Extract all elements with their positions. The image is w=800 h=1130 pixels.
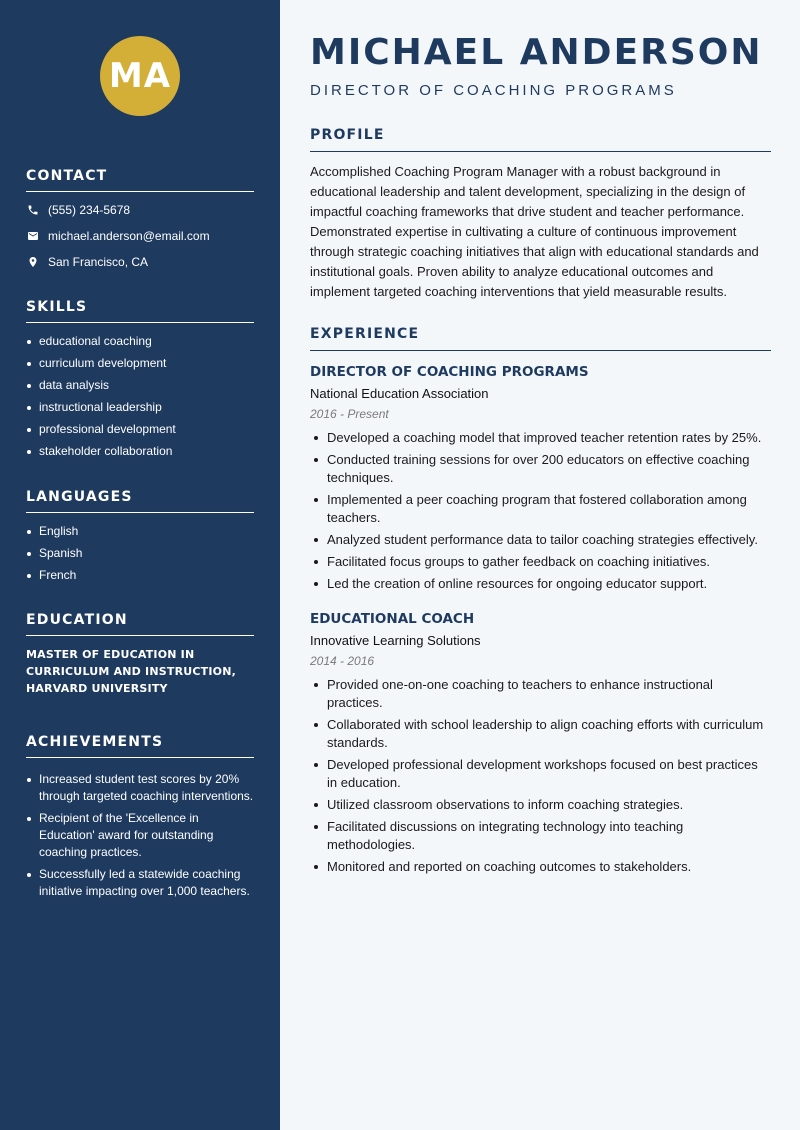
contact-heading: CONTACT: [26, 168, 254, 192]
job-bullets: [310, 429, 771, 593]
skill-item: data analysis: [26, 377, 254, 394]
location-text: San Francisco, CA: [48, 255, 149, 269]
job-bullet: Led the creation of online resources for ongoing educator support.: [310, 575, 771, 593]
experience-section: [310, 326, 771, 876]
candidate-role: DIRECTOR OF COACHING PROGRAMS: [310, 82, 677, 99]
job-bullet: Collaborated with school leadership to align coaching efforts with curriculum standards.: [310, 716, 771, 752]
language-item: Spanish: [26, 545, 254, 562]
job-bullet: Provided one-on-one coaching to teachers to enhance instructional practices.: [310, 676, 771, 712]
job-bullet: Developed a coaching model that improved teacher retention rates by 25%.: [310, 429, 771, 447]
achievement-item: Increased student test scores by 20% through targeted coaching interventions.: [26, 771, 254, 805]
job-bullet: Utilized classroom observations to inform coaching strategies.: [310, 796, 771, 814]
job-company: National Education Association: [310, 386, 489, 401]
profile-section: [310, 127, 771, 302]
job-entry: [310, 364, 771, 593]
skills-heading: SKILLS: [26, 299, 254, 323]
email-text: michael.anderson@email.com: [48, 229, 210, 243]
skill-item: stakeholder collaboration: [26, 443, 254, 460]
skills-section: [26, 299, 254, 460]
job-bullet: Facilitated discussions on integrating technology into teaching methodologies.: [310, 818, 771, 854]
sidebar: [0, 0, 280, 1130]
skill-item: curriculum development: [26, 355, 254, 372]
skills-list: [26, 333, 254, 460]
avatar-initials: MA: [100, 36, 180, 116]
job-dates: 2016 - Present: [310, 407, 389, 421]
contact-phone: [26, 203, 254, 217]
phone-icon: [26, 203, 40, 217]
achievements-section: [26, 734, 254, 900]
contact-section: [26, 168, 254, 269]
main-content: [280, 0, 800, 1130]
job-title: DIRECTOR OF COACHING PROGRAMS: [310, 364, 589, 380]
job-entry: [310, 611, 771, 876]
contact-location: [26, 255, 254, 269]
skill-item: educational coaching: [26, 333, 254, 350]
job-bullet: Monitored and reported on coaching outcomes to stakeholders.: [310, 858, 771, 876]
job-bullet: Analyzed student performance data to tailor coaching strategies effectively.: [310, 531, 771, 549]
language-item: English: [26, 523, 254, 540]
achievements-list: [26, 771, 254, 900]
language-item: French: [26, 567, 254, 584]
languages-list: [26, 523, 254, 584]
experience-heading: EXPERIENCE: [310, 326, 771, 351]
email-icon: [26, 229, 40, 243]
skill-item: instructional leadership: [26, 399, 254, 416]
education-section: [26, 612, 254, 697]
job-company: Innovative Learning Solutions: [310, 633, 481, 648]
job-title: EDUCATIONAL COACH: [310, 611, 475, 627]
education-degree: MASTER OF EDUCATION IN CURRICULUM AND INSTRUCTION, HARVARD UNIVERSITY: [26, 648, 236, 695]
job-bullet: Implemented a peer coaching program that fostered collaboration among teachers.: [310, 491, 771, 527]
languages-heading: LANGUAGES: [26, 489, 254, 513]
job-bullet: Facilitated focus groups to gather feedback on coaching initiatives.: [310, 553, 771, 571]
achievement-item: Successfully led a statewide coaching initiative impacting over 1,000 teachers.: [26, 866, 254, 900]
job-bullet: Developed professional development workshops focused on best practices in education.: [310, 756, 771, 792]
profile-heading: PROFILE: [310, 127, 771, 152]
achievement-item: Recipient of the 'Excellence in Education' award for outstanding coaching practices.: [26, 810, 254, 861]
profile-text: Accomplished Coaching Program Manager with a robust background in educational leadership and talent development, specializing in the design of impactful coaching frameworks that drive student and teacher performance. Demonstrated expertise in cultivating a culture of continuous improvement through strategic coaching initiatives that align with educational standards and institutional goals. Proven ability to analyze educational outcomes and implement targeted coaching interventions that yield measurable results.: [310, 164, 759, 299]
job-dates: 2014 - 2016: [310, 654, 375, 668]
phone-text: (555) 234-5678: [48, 203, 131, 217]
location-pin-icon: [26, 255, 40, 269]
contact-email: [26, 229, 254, 243]
skill-item: professional development: [26, 421, 254, 438]
languages-section: [26, 489, 254, 584]
education-heading: EDUCATION: [26, 612, 254, 636]
achievements-heading: ACHIEVEMENTS: [26, 734, 254, 758]
job-bullets: [310, 676, 771, 876]
job-bullet: Conducted training sessions for over 200 educators on effective coaching techniques.: [310, 451, 771, 487]
candidate-name: MICHAEL ANDERSON: [310, 32, 763, 73]
